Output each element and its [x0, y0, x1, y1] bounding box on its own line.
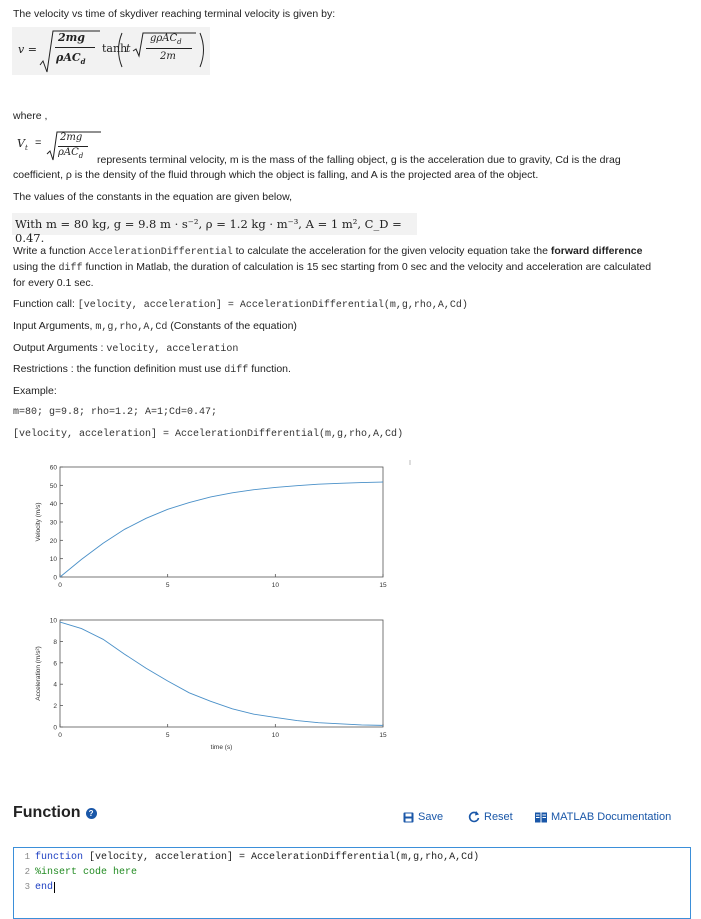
- y-tick-label: 0: [53, 574, 57, 582]
- x-tick-label: 15: [379, 582, 387, 589]
- y-tick-label: 10: [49, 556, 57, 564]
- terminal-velocity-equation: [13, 130, 103, 166]
- x-tick-label: 10: [271, 732, 279, 739]
- frac1-bar: [55, 47, 95, 48]
- t-variable: t: [126, 42, 131, 55]
- terminal-description-2: coefficient, ρ is the density of the fluid through which the object is falling, and A is the projected area of the object.: [13, 169, 539, 181]
- terminal-equals: =: [35, 137, 42, 149]
- editor-line[interactable]: 3 end: [24, 882, 54, 893]
- terminal-lhs: $V_t$: [17, 137, 28, 153]
- x-axis-label: time (s): [210, 744, 233, 751]
- y-tick-label: 8: [53, 638, 57, 646]
- function-name: AccelerationDifferential: [88, 247, 233, 258]
- input-arguments-line: Input Arguments, m,g,rho,A,Cd (Constants of the equation): [13, 320, 297, 333]
- x-tick-label: 0: [58, 582, 62, 589]
- restrictions-line: Restrictions : the function definition must use diff function.: [13, 363, 291, 376]
- x-tick-label: 5: [165, 732, 170, 739]
- terminal-description-1: represents terminal velocity, m is the mass of the falling object, g is the acceleration due to gravity, Cd is the drag: [97, 154, 621, 166]
- velocity-equation: [12, 27, 210, 75]
- question-circle-icon[interactable]: ?: [86, 808, 97, 819]
- constants-equation: [12, 213, 417, 245]
- y-tick-label: 30: [49, 519, 57, 527]
- x-tick-label: 0: [58, 732, 62, 739]
- y-tick-label: 20: [49, 537, 57, 545]
- constants-text: With m = 80 kg, g = 9.8 m · s⁻², ρ = 1.2 kg · m⁻³, A = 1 m², C_D = 0.47.: [15, 217, 402, 245]
- intro-text: The velocity vs time of skydiver reaching terminal velocity is given by:: [13, 8, 336, 20]
- frac2-denominator: 2m: [160, 51, 176, 62]
- x-tick-label: 5: [165, 582, 170, 589]
- where-label: where ,: [13, 110, 48, 122]
- y-tick-label: 50: [49, 482, 57, 490]
- y-tick-label: 60: [49, 464, 57, 472]
- frac2-numerator: gρAC$_d$: [150, 33, 182, 46]
- y-tick-label: 10: [49, 617, 57, 625]
- terminal-numerator: 2mg: [60, 132, 83, 143]
- task-description: Write a function AccelerationDifferential to calculate the acceleration for the given velocity equation take the forward difference using the diff function in Matlab, the duration of calculation is 15 sec starting from 0 sec and the velocity and acceleration are calculated for every 0.1 sec.: [13, 245, 652, 289]
- y-tick-label: 2: [53, 703, 57, 711]
- function-section-header: [13, 804, 97, 822]
- y-tick-label: 4: [53, 681, 57, 689]
- editor-line[interactable]: 1 function [velocity, acceleration] = AccelerationDifferential(m,g,rho,A,Cd): [24, 852, 480, 863]
- tanh-label: tanh: [102, 42, 128, 55]
- matlab-documentation-link[interactable]: MATLAB Documentation: [535, 811, 671, 823]
- frac1-numerator: 2mg: [58, 31, 85, 44]
- reset-button[interactable]: Reset: [468, 811, 513, 823]
- y-axis-label: Acceleration (m/s²): [35, 646, 42, 701]
- example-label: Example:: [13, 385, 57, 397]
- velocity-acceleration-figure: [0, 455, 701, 785]
- y-tick-label: 0: [53, 724, 57, 732]
- book-icon: [535, 812, 547, 823]
- x-tick-label: 15: [379, 732, 387, 739]
- reset-arrow-icon: [468, 811, 480, 823]
- text-cursor: [54, 882, 55, 893]
- constants-intro: The values of the constants in the equation are given below,: [13, 191, 293, 203]
- code-editor[interactable]: [13, 847, 691, 919]
- example-line-1: m=80; g=9.8; rho=1.2; A=1;Cd=0.47;: [13, 407, 218, 418]
- frac2-bar: [146, 48, 192, 49]
- example-line-2: [velocity, acceleration] = AccelerationDifferential(m,g,rho,A,Cd): [13, 429, 404, 440]
- frac1-denominator: ρAC$_d$: [56, 51, 86, 67]
- y-tick-label: 40: [49, 501, 57, 509]
- x-tick-label: 10: [271, 582, 279, 589]
- output-arguments-line: Output Arguments : velocity, acceleration: [13, 342, 239, 355]
- y-axis-label: Velocity (m/s): [35, 502, 42, 542]
- y-tick-label: 6: [53, 660, 57, 668]
- function-call-line: Function call: [velocity, acceleration] = AccelerationDifferential(m,g,rho,A,Cd): [13, 298, 468, 311]
- section-title: Function: [13, 804, 81, 821]
- editor-line[interactable]: 2 %insert code here: [24, 867, 138, 878]
- plot-axes-box: [60, 620, 383, 727]
- save-button[interactable]: Save: [403, 811, 443, 823]
- terminal-denominator: ρAC$_d$: [58, 147, 84, 160]
- equation-lhs: v =: [18, 43, 37, 56]
- floppy-disk-icon: [403, 812, 414, 823]
